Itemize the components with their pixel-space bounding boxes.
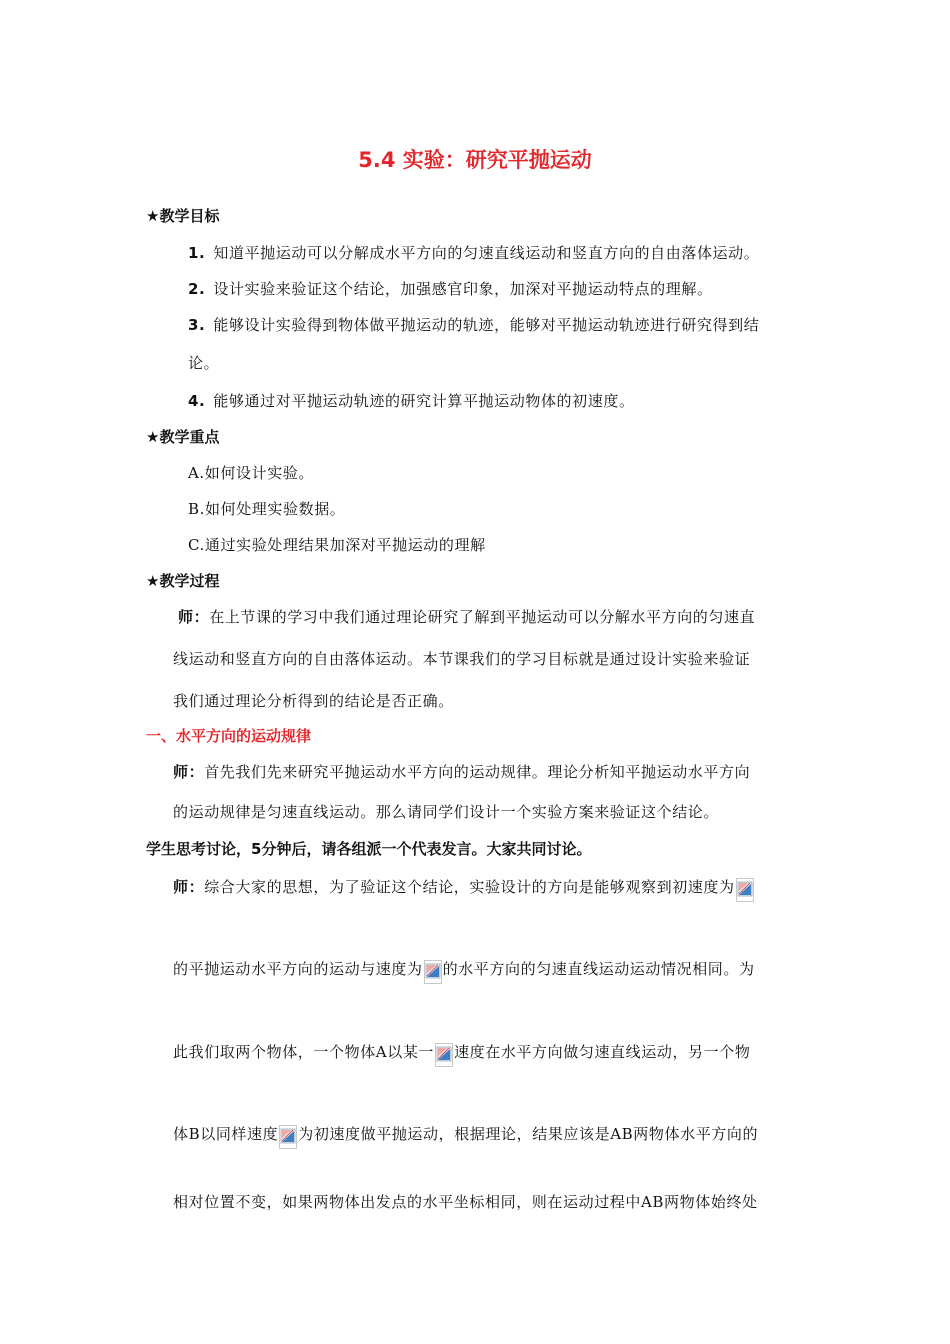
goal-item: 1. 知道平抛运动可以分解成水平方向的匀速直线运动和竖直方向的自由落体运动。	[188, 244, 760, 262]
broken-image-icon	[424, 960, 442, 984]
goal-item: 3. 能够设计实验得到物体做平抛运动的轨迹，能够对平抛运动轨迹进行研究得到结	[188, 316, 760, 334]
goal-item: 4. 能够通过对平抛运动轨迹的研究计算平抛运动物体的初速度。	[188, 392, 635, 410]
key-point-item: B.如何处理实验数据。	[188, 500, 346, 518]
goals-heading: ★教学目标	[146, 207, 220, 225]
key-point-item: A.如何设计实验。	[188, 464, 315, 482]
paragraph-line: 体B以同样速度 为初速度做平抛运动，根据理论，结果应该是AB两物体水平方向的	[173, 1123, 758, 1149]
paragraph-line: 师：在上节课的学习中我们通过理论研究了解到平抛运动可以分解水平方向的匀速直	[178, 608, 756, 626]
page-title: 5.4 实验：研究平抛运动	[358, 148, 592, 172]
paragraph-line: 线运动和竖直方向的自由落体运动。本节课我们的学习目标就是通过设计实验来验证	[173, 650, 751, 668]
discussion-note: 学生思考讨论，5分钟后，请各组派一个代表发言。大家共同讨论。	[146, 840, 592, 858]
key-points-heading: ★教学重点	[146, 428, 220, 446]
key-point-item: C.通过实验处理结果加深对平抛运动的理解	[188, 536, 486, 554]
process-heading: ★教学过程	[146, 572, 220, 590]
broken-image-icon	[736, 878, 754, 902]
paragraph-line: 师：首先我们先来研究平抛运动水平方向的运动规律。理论分析知平抛运动水平方向	[173, 763, 751, 781]
paragraph-line: 的平抛运动水平方向的运动与速度为 的水平方向的匀速直线运动运动情况相同。为	[173, 958, 755, 984]
goal-item-continuation: 论。	[188, 354, 220, 372]
paragraph-line: 相对位置不变，如果两物体出发点的水平坐标相同，则在运动过程中AB两物体始终处	[173, 1193, 758, 1211]
paragraph-line: 师：综合大家的思想，为了验证这个结论，实验设计的方向是能够观察到初速度为	[173, 876, 755, 902]
paragraph-line: 的运动规律是匀速直线运动。那么请同学们设计一个实验方案来验证这个结论。	[173, 803, 720, 821]
paragraph-line: 此我们取两个物体，一个物体A以某一 速度在水平方向做匀速直线运动，另一个物	[173, 1041, 750, 1067]
section-heading-horizontal-motion: 一、水平方向的运动规律	[146, 727, 312, 745]
goal-item: 2. 设计实验来验证这个结论，加强感官印象，加深对平抛运动特点的理解。	[188, 280, 713, 298]
broken-image-icon	[435, 1043, 453, 1067]
broken-image-icon	[279, 1125, 297, 1149]
paragraph-line: 我们通过理论分析得到的结论是否正确。	[173, 692, 454, 710]
